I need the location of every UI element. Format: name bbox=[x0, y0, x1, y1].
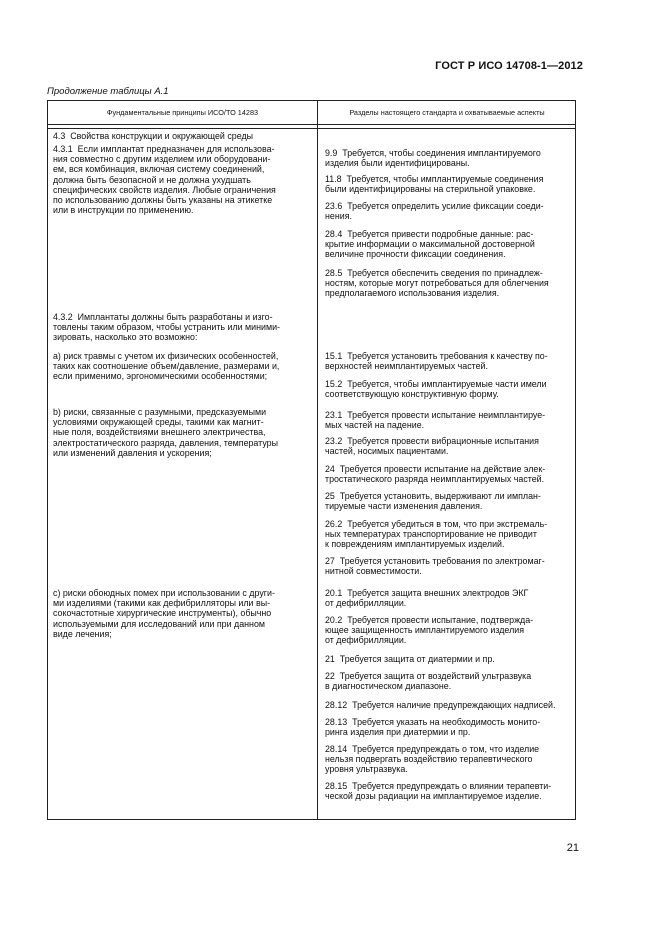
right-cell-23-2: 23.2 Требуется провести вибрационные испытания частей, носимых пациентами. bbox=[325, 436, 539, 457]
right-cell-28-13: 28.13 Требуется указать на необходимость монито- ринга изделия при диатермии и пр. bbox=[325, 717, 541, 738]
left-cell-4-3: 4.3 Свойства конструкции и окружающей среды bbox=[53, 131, 254, 141]
right-cell-28-14: 28.14 Требуется предупреждать о том, что изделие нельзя подвергать воздействию терапевтического уровня ультразвука. bbox=[325, 744, 540, 775]
table-header-row bbox=[48, 101, 575, 125]
left-cell-4-3-2: 4.3.2 Имплантаты должны быть разработаны и изго- товлены таким образом, чтобы устранить или миними- зировать, насколько это возможно: bbox=[53, 312, 280, 343]
right-cell-15-2: 15.2 Требуется, чтобы имплантируемые части имели соответствующую конструктивную форму. bbox=[325, 379, 547, 400]
right-cell-28-4: 28.4 Требуется привести подробные данные: рас- крытие информации о максимальной достоверной величине прочности фиксации соединения. bbox=[325, 229, 535, 260]
left-cell-b: b) риски, связанные с разумными, предсказуемыми условиями окружающей среды, такими как магнит- ные поля, воздействиями внешнего электричества, электростатического разряда, давления, температуры или изменений давления и ускорения; bbox=[53, 407, 278, 458]
right-cell-25: 25 Требуется установить, выдерживают ли имплан- тируемые части изменения давления. bbox=[325, 491, 541, 512]
right-cell-21: 21 Требуется защита от диатермии и пр. bbox=[325, 654, 495, 664]
right-cell-23-1: 23.1 Требуется провести испытание неимплантируе- мых частей на падение. bbox=[325, 410, 546, 431]
right-cell-23-6: 23.6 Требуется определить усилие фиксации соеди- нения. bbox=[325, 201, 544, 222]
page-number: 21 bbox=[566, 842, 579, 854]
right-cell-27: 27 Требуется установить требования по электромаг- нитной совместимости. bbox=[325, 556, 545, 577]
column-divider bbox=[317, 129, 318, 819]
left-cell-a: a) риск травмы с учетом их физических особенностей, таких как соотношение объем/давление, размерами и, если применимо, эргономическими особенностями; bbox=[53, 351, 280, 382]
right-cell-20-1: 20.1 Требуется защита внешних электродов ЭКГ от дефибрилляции. bbox=[325, 588, 529, 609]
right-cell-28-5: 28.5 Требуется обеспечить сведения по принадлеж- ностям, которые могут потребоваться для облегчения предполагаемого использования изделия. bbox=[325, 268, 549, 299]
document-header-id: ГОСТ Р ИСО 14708-1—2012 bbox=[435, 60, 583, 72]
right-cell-20-2: 20.2 Требуется провести испытание, подтвержда- ющее защищенность имплантируемого изделия от дефибрилляции. bbox=[325, 615, 534, 646]
right-cell-26-2: 26.2 Требуется убедиться в том, что при экстремаль- ных температурах транспортирование не приводит к повреждениям имплантируемых изделий. bbox=[325, 519, 548, 550]
right-cell-24: 24 Требуется провести испытание на действие элек- тростатического разряда неимплантируемых частей. bbox=[325, 464, 546, 485]
right-cell-28-12: 28.12 Требуется наличие предупреждающих надписей. bbox=[325, 700, 556, 710]
table-body bbox=[48, 129, 575, 819]
column-header-principles: Фундаментальные принципы ИСО/ТО 14283 bbox=[48, 101, 318, 124]
column-header-sections: Разделы настоящего стандарта и охватываемые аспекты bbox=[349, 108, 545, 117]
right-cell-28-15: 28.15 Требуется предупреждать о влиянии терапевти- ческой дозы радиации на имплантируемое изделие. bbox=[325, 781, 552, 802]
left-cell-4-3-1: 4.3.1 Если имплантат предназначен для использова- ния совместно с другим изделием или оборудовани- ем, вся комбинация, включая систему соединений, должна быть безопасной и не должна ухудшать специфических свойств изделия. Любые ограничения по использованию должны быть указаны на этикетке или в инструкции по применению. bbox=[53, 144, 276, 216]
right-cell-11-8: 11.8 Требуется, чтобы имплантируемые соединения были идентифицированы на стерильной упаковке. bbox=[325, 174, 544, 195]
right-cell-9-9: 9.9 Требуется, чтобы соединения имплантируемого изделия были идентифицированы. bbox=[325, 148, 541, 169]
right-cell-22: 22 Требуется защита от воздействий ультразвука в диагностическом диапазоне. bbox=[325, 671, 532, 692]
table-a1 bbox=[47, 100, 576, 820]
right-cell-15-1: 15.1 Требуется установить требования к качеству по- верхностей неимплантируемых частей. bbox=[325, 351, 548, 372]
left-cell-c: c) риски обоюдных помех при использовании с други- ми изделиями (такими как дефибрилляторы или вы- сокочастотные хирургические инструменты), обычно используемыми для исследований или при данном виде лечения; bbox=[53, 588, 275, 639]
table-continuation-caption: Продолжение таблицы А.1 bbox=[47, 86, 169, 97]
